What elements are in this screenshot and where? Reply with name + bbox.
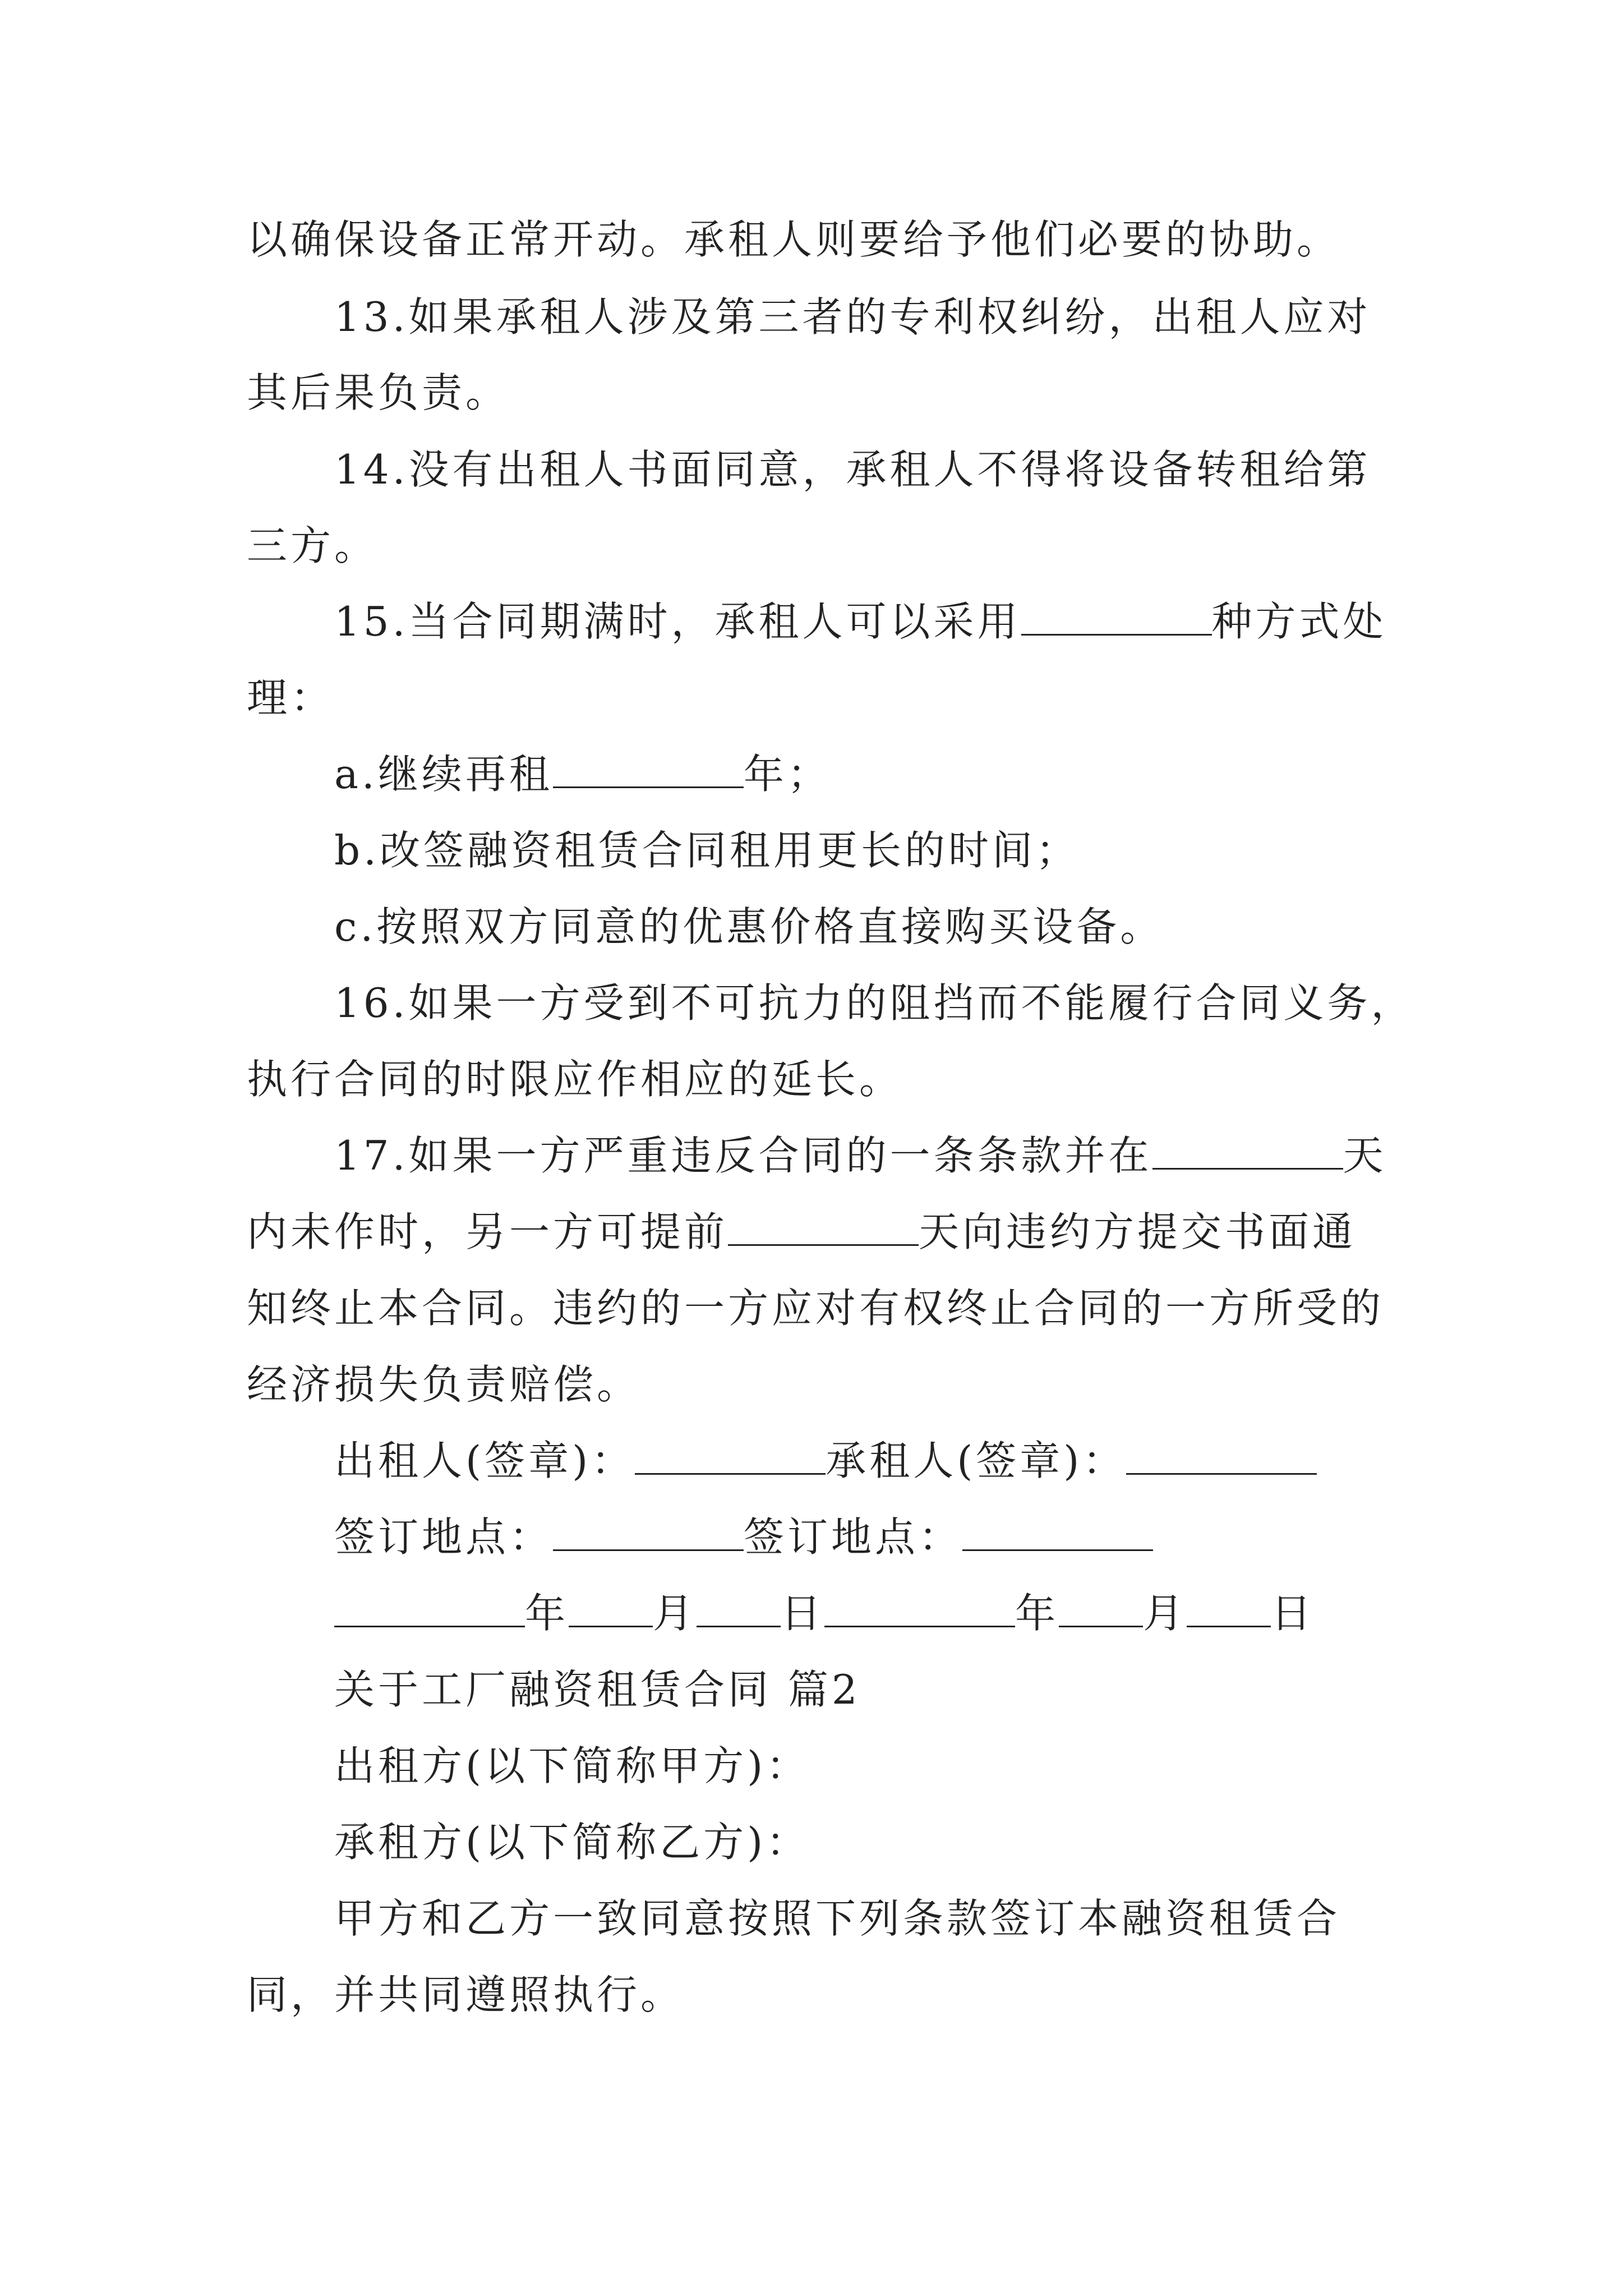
party-b-line: 承租方(以下简称乙方)：	[334, 1819, 810, 1866]
section-heading: 关于工厂融资租赁合同 篇2	[334, 1666, 861, 1713]
blank-field	[553, 752, 744, 788]
party-a-line: 出租方(以下简称甲方)：	[334, 1742, 810, 1789]
blank-field	[697, 1591, 781, 1627]
signing-place-label-1: 签订地点：	[334, 1513, 554, 1561]
blank-field	[553, 1515, 744, 1551]
paragraph-line: 以确保设备正常开动。承租人则要给予他们必要的协助。	[247, 216, 1341, 263]
clause-17-text-d: 天向违约方提交书面通	[919, 1208, 1357, 1255]
blank-field	[569, 1591, 653, 1627]
option-c-line: c.按照双方同意的优惠价格直接购买设备。	[334, 903, 1164, 950]
blank-field	[962, 1515, 1153, 1551]
clause-16-line-2: 执行合同的时限应作相应的延长。	[247, 1056, 903, 1103]
clause-15-text-b: 种方式处	[1211, 598, 1387, 645]
date-line	[334, 1588, 1315, 1639]
clause-17-line-1	[334, 1130, 1387, 1181]
clause-17-text-b: 天	[1343, 1132, 1387, 1179]
clause-16-line-1: 16.如果一方受到不可抗力的阻挡而不能履行合同义务，	[334, 979, 1415, 1027]
month-label: 月	[653, 1590, 697, 1637]
clause-14-line-2: 三方。	[247, 522, 379, 569]
clause-17-line-3: 知终止本合同。违约的一方应对有权终止合同的一方所受的	[247, 1285, 1385, 1332]
year-label: 年	[1015, 1590, 1059, 1637]
option-a-suffix: 年；	[743, 751, 831, 798]
day-label: 日	[1271, 1590, 1315, 1637]
year-label: 年	[525, 1590, 569, 1637]
signature-line	[334, 1435, 1317, 1486]
option-b-line: b.改签融资租赁合同租用更长的时间；	[334, 827, 1080, 874]
clause-15-text-a: 15.当合同期满时，承租人可以采用	[334, 598, 1021, 645]
clause-15-line-2: 理：	[247, 674, 335, 721]
clause-13-line-1: 13.如果承租人涉及第三者的专利权纠纷，出租人应对	[334, 293, 1371, 341]
blank-field	[728, 1209, 919, 1246]
blank-field	[635, 1438, 826, 1475]
intro-line-2: 同，并共同遵照执行。	[247, 1971, 685, 2018]
clause-17-line-4: 经济损失负责赔偿。	[247, 1361, 641, 1408]
clause-17-text-c: 内未作时，另一方可提前	[247, 1208, 728, 1255]
blank-field	[1187, 1591, 1271, 1627]
blank-field	[1126, 1438, 1317, 1475]
option-a-text: a.继续再租	[334, 751, 553, 798]
signing-place-line	[334, 1512, 1153, 1562]
blank-field	[1021, 599, 1212, 636]
clause-17-text-a: 17.如果一方严重违反合同的一条条款并在	[334, 1132, 1152, 1179]
lessee-signature-label: 承租人(签章)：	[826, 1437, 1127, 1484]
blank-field	[1152, 1133, 1343, 1170]
clause-14-line-1: 14.没有出租人书面同意，承租人不得将设备转租给第	[334, 446, 1371, 493]
clause-17-line-2	[247, 1207, 1356, 1257]
signing-place-label-2: 签订地点：	[744, 1513, 963, 1561]
blank-field	[824, 1591, 1015, 1627]
clause-13-line-2: 其后果负责。	[247, 369, 510, 416]
day-label: 日	[781, 1590, 825, 1637]
intro-line-1: 甲方和乙方一致同意按照下列条款签订本融资租赁合	[334, 1895, 1341, 1942]
lessor-signature-label: 出租人(签章)：	[334, 1437, 635, 1484]
month-label: 月	[1143, 1590, 1187, 1637]
blank-field	[1059, 1591, 1143, 1627]
option-a-line	[334, 749, 831, 799]
blank-field	[334, 1591, 525, 1627]
clause-15-line-1	[334, 596, 1387, 647]
